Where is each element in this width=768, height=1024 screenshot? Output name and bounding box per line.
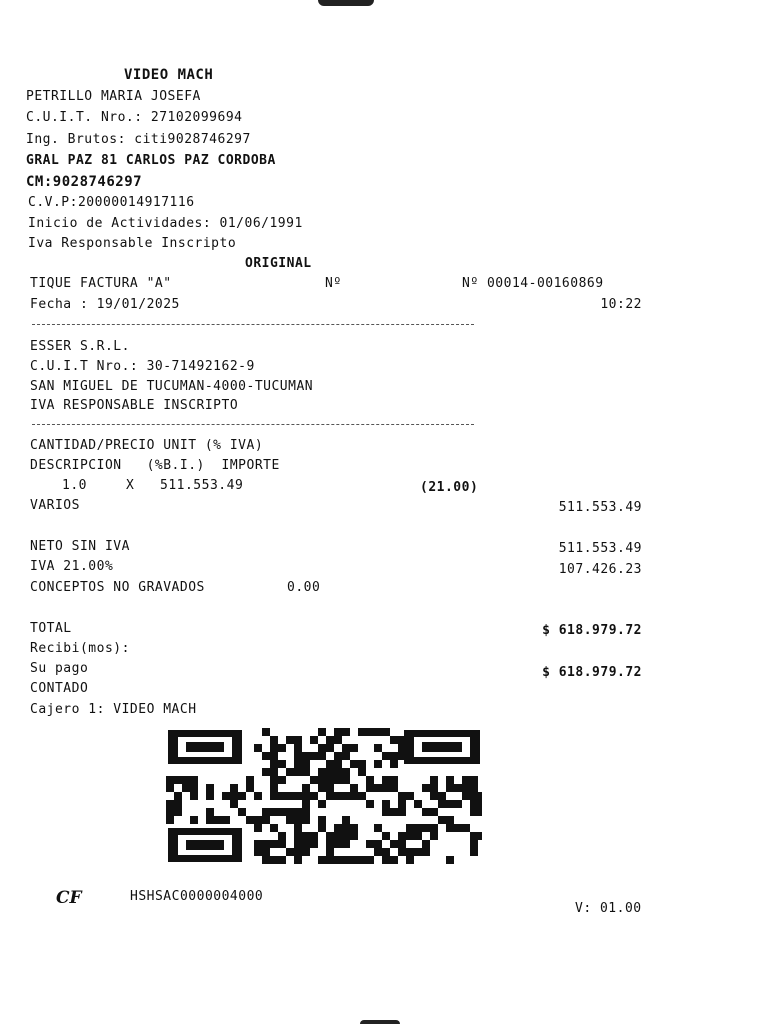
item-description: VARIOS bbox=[30, 498, 80, 513]
original-label: ORIGINAL bbox=[245, 256, 312, 271]
no-gravados-value: 0.00 bbox=[287, 580, 321, 595]
customer-name: ESSER S.R.L. bbox=[30, 339, 130, 354]
fiscal-serial: HSHSAC0000004000 bbox=[130, 889, 264, 904]
owner-name: PETRILLO MARIA JOSEFA bbox=[26, 89, 201, 104]
ticket-date: Fecha : 19/01/2025 bbox=[30, 297, 180, 312]
iva-label: IVA 21.00% bbox=[30, 559, 114, 574]
su-pago-value: $ 618.979.72 bbox=[542, 665, 642, 680]
qr-code bbox=[166, 728, 482, 864]
total-value: $ 618.979.72 bbox=[542, 623, 642, 638]
total-label: TOTAL bbox=[30, 621, 72, 636]
items-header-2: DESCRIPCION (%B.I.) IMPORTE bbox=[30, 458, 280, 473]
customer-cuit: C.U.I.T Nro.: 30-71492162-9 bbox=[30, 359, 255, 374]
neto-value: 511.553.49 bbox=[558, 541, 642, 556]
customer-iva: IVA RESPONSABLE INSCRIPTO bbox=[30, 398, 239, 413]
paper-clip-mark bbox=[360, 1020, 400, 1024]
item-iva-percent: (21.00) bbox=[420, 480, 479, 495]
cm-number: CM:9028746297 bbox=[26, 174, 143, 190]
item-quantity: 1.0 bbox=[62, 478, 87, 493]
items-header-1: CANTIDAD/PRECIO UNIT (% IVA) bbox=[30, 438, 264, 453]
inicio-actividades: Inicio de Actividades: 01/06/1991 bbox=[28, 216, 303, 231]
divider bbox=[32, 424, 474, 425]
item-amount: 511.553.49 bbox=[558, 500, 642, 515]
payment-method: CONTADO bbox=[30, 681, 89, 696]
su-pago-label: Su pago bbox=[30, 661, 89, 676]
customer-address: SAN MIGUEL DE TUCUMAN-4000-TUCUMAN bbox=[30, 379, 314, 394]
store-name: VIDEO MACH bbox=[124, 67, 214, 83]
ticket-number-label: Nº bbox=[325, 276, 342, 291]
neto-label: NETO SIN IVA bbox=[30, 539, 130, 554]
divider bbox=[32, 324, 474, 325]
paper-clip-mark bbox=[318, 0, 374, 6]
no-gravados-label: CONCEPTOS NO GRAVADOS bbox=[30, 580, 205, 595]
store-address: GRAL PAZ 81 CARLOS PAZ CORDOBA bbox=[26, 153, 276, 168]
fiscal-logo-cf: CF bbox=[56, 888, 82, 908]
item-unit-price: 511.553.49 bbox=[160, 478, 244, 493]
ticket-type: TIQUE FACTURA "A" bbox=[30, 276, 172, 291]
recibi-label: Recibi(mos): bbox=[30, 641, 130, 656]
firmware-version: V: 01.00 bbox=[575, 901, 642, 916]
cashier: Cajero 1: VIDEO MACH bbox=[30, 702, 197, 717]
ticket-time: 10:22 bbox=[600, 297, 642, 312]
cvp-number: C.V.P:20000014917116 bbox=[28, 195, 195, 210]
ticket-number: Nº 00014-00160869 bbox=[462, 276, 604, 291]
owner-cuit: C.U.I.T. Nro.: 27102099694 bbox=[26, 110, 243, 125]
iva-value: 107.426.23 bbox=[558, 562, 642, 577]
item-x: X bbox=[126, 478, 135, 493]
iva-condition: Iva Responsable Inscripto bbox=[28, 236, 237, 251]
ing-brutos: Ing. Brutos: citi9028746297 bbox=[26, 132, 251, 147]
